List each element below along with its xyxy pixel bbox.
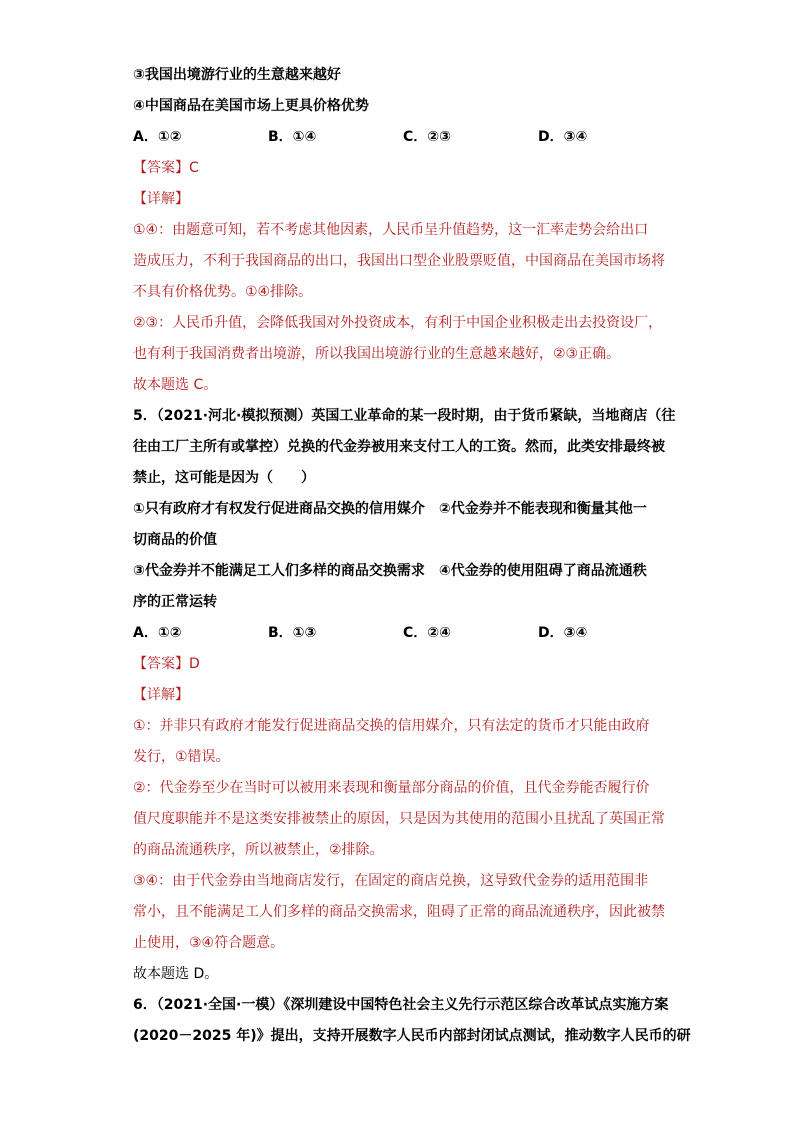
q4-option-d: D．③④ bbox=[538, 129, 588, 145]
q4-option-c: C．②③ bbox=[403, 129, 451, 145]
q5-option-a: A．①② bbox=[133, 625, 182, 641]
q5-explanation-line: 常小，且不能满足工人们多样的商品交换需求，阻碍了正常的商品流通秩序，因此被禁 bbox=[133, 904, 665, 920]
q4-conclusion: 故本题选 C。 bbox=[133, 377, 218, 393]
q4-detail-label: 【详解】 bbox=[133, 191, 189, 207]
q5-explanation-line: 发行，①错误。 bbox=[133, 749, 230, 765]
q5-explanation-line: ②：代金券至少在当时可以被用来表现和衡量部分商品的价值，且代金券能否履行价 bbox=[133, 780, 650, 796]
q4-answer-value: C bbox=[189, 160, 199, 176]
q4-explanation-line: 不具有价格优势。①④排除。 bbox=[133, 284, 313, 300]
q5-option-b: B．①③ bbox=[268, 625, 317, 641]
q5-stem-line: 往由工厂主所有或掌控）兑换的代金券被用来支付工人的工资。然而，此类安排最终被 bbox=[133, 439, 665, 455]
q5-option-c: C．②④ bbox=[403, 625, 451, 641]
q4-answer bbox=[133, 153, 673, 184]
q5-stem-line: 禁止，这可能是因为（ ） bbox=[133, 470, 315, 486]
q5-options bbox=[133, 618, 673, 649]
q5-explanation-line: 止使用，③④符合题意。 bbox=[133, 935, 285, 951]
q4-option-b: B．①④ bbox=[268, 129, 317, 145]
content-column bbox=[133, 60, 691, 1052]
q5-item-line: ①只有政府才有权发行促进商品交换的信用媒介 ②代金券并不能表现和衡量其他一 bbox=[133, 501, 647, 517]
q4-option-a: A．①② bbox=[133, 129, 182, 145]
q5-answer-label: 【答案】 bbox=[133, 656, 189, 672]
q5-item-line: 序的正常运转 bbox=[133, 594, 217, 610]
q5-answer-value: D bbox=[189, 656, 200, 672]
q4-options bbox=[133, 122, 673, 153]
q4-explanation-line: ②③：人民币升值，会降低我国对外投资成本，有利于中国企业积极走出去投资设厂， bbox=[133, 315, 663, 331]
q6-stem-line: 6．（2021·全国·一模）《深圳建设中国特色社会主义先行示范区综合改革试点实施方案 bbox=[133, 997, 669, 1013]
q5-explanation-line: ③④：由于代金券由当地商店发行，在固定的商店兑换，这导致代金券的适用范围非 bbox=[133, 873, 649, 889]
q4-explanation-line: 造成压力，不利于我国商品的出口，我国出口型企业股票贬值，中国商品在美国市场将 bbox=[133, 253, 665, 269]
q5-option-d: D．③④ bbox=[538, 625, 588, 641]
q5-stem-line: 5．（2021·河北·模拟预测）英国工业革命的某一段时期，由于货币紧缺，当地商店（往 bbox=[133, 408, 676, 424]
q4-explanation-line: ①④：由题意可知，若不考虑其他因素，人民币呈升值趋势，这一汇率走势会给出口 bbox=[133, 222, 649, 238]
q5-detail-label: 【详解】 bbox=[133, 687, 189, 703]
q5-explanation-line: 的商品流通秩序，所以被禁止，②排除。 bbox=[133, 842, 384, 858]
q5-answer bbox=[133, 649, 673, 680]
q5-explanation-line: 值尺度职能并不是这类安排被禁止的原因，只是因为其使用的范围小且扰乱了英国正常 bbox=[133, 811, 665, 827]
q5-conclusion: 故本题选 D。 bbox=[133, 966, 219, 982]
q4-item-4: ④中国商品在美国市场上更具价格优势 bbox=[133, 98, 369, 114]
q4-item-3: ③我国出境游行业的生意越来越好 bbox=[133, 67, 341, 83]
q5-item-line: ③代金券并不能满足工人们多样的商品交换需求 ④代金券的使用阻碍了商品流通秩 bbox=[133, 563, 647, 579]
q5-explanation-line: ①：并非只有政府才能发行促进商品交换的信用媒介，只有法定的货币才只能由政府 bbox=[133, 718, 650, 734]
q5-item-line: 切商品的价值 bbox=[133, 532, 217, 548]
q6-stem-line: (2020－2025 年)》提出，支持开展数字人民币内部封闭试点测试，推动数字人民币的研 bbox=[133, 1028, 691, 1044]
q4-explanation-line: 也有利于我国消费者出境游，所以我国出境游行业的生意越来越好，②③正确。 bbox=[133, 346, 621, 362]
q4-answer-label: 【答案】 bbox=[133, 160, 189, 176]
